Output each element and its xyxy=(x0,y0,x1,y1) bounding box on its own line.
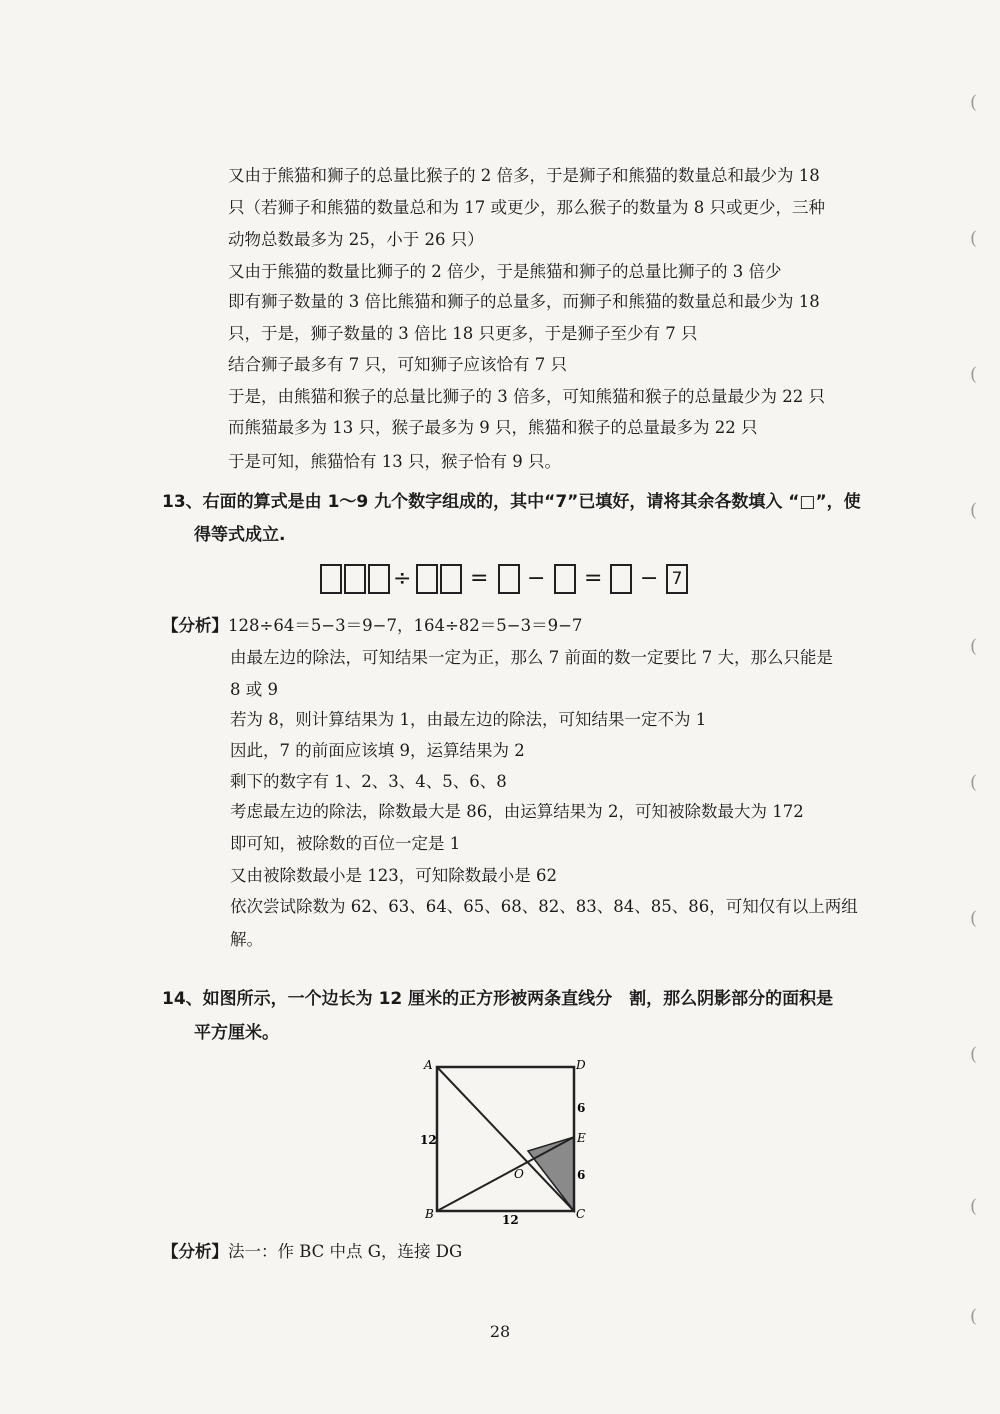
given-seven-box: 7 xyxy=(666,564,688,594)
text-line: 只，于是，狮子数量的 3 倍比 18 只更多，于是狮子至少有 7 只 xyxy=(228,324,698,343)
label-d: D xyxy=(576,1058,586,1072)
diagonal-ac xyxy=(437,1067,574,1211)
label-c: C xyxy=(576,1207,586,1221)
question-13-line-1: 13、右面的算式是由 1～9 九个数字组成的，其中“7”已填好，请将其余各数填入 “□”，使 xyxy=(162,492,861,512)
label-a: A xyxy=(424,1058,433,1072)
text-line: 考虑最左边的除法，除数最大是 86，由运算结果为 2，可知被除数最大为 172 xyxy=(230,802,804,821)
label-side-ab: 12 xyxy=(420,1133,437,1147)
analysis-label: 【分析】 xyxy=(162,616,228,635)
equals-sign: = xyxy=(470,566,489,591)
answer-box[interactable] xyxy=(368,564,390,594)
text-line: 剩下的数字有 1、2、3、4、5、6、8 xyxy=(230,772,507,791)
binding-mark: ( xyxy=(970,364,978,385)
question-13-line-2: 得等式成立. xyxy=(194,525,286,545)
text-line: 而熊猫最多为 13 只，猴子最多为 9 只，熊猫和猴子的总量最多为 22 只 xyxy=(228,418,758,437)
label-e: E xyxy=(577,1131,586,1145)
answer-box[interactable] xyxy=(440,564,462,594)
answer-box[interactable] xyxy=(416,564,438,594)
analysis-14 xyxy=(162,1240,462,1264)
binding-mark: ( xyxy=(970,636,978,657)
analysis-text: 法一：作 BC 中点 G，连接 DG xyxy=(228,1242,463,1261)
square-figure xyxy=(410,1052,600,1232)
label-b: B xyxy=(425,1207,434,1221)
text-line: 结合狮子最多有 7 只，可知狮子应该恰有 7 只 xyxy=(228,355,567,374)
binding-mark: ( xyxy=(970,500,978,521)
binding-mark: ( xyxy=(970,92,978,113)
label-ec: 6 xyxy=(577,1168,586,1182)
answer-box[interactable] xyxy=(320,564,342,594)
analysis-13-first xyxy=(162,614,582,638)
label-de: 6 xyxy=(577,1101,586,1115)
answer-box[interactable] xyxy=(344,564,366,594)
answer-box[interactable] xyxy=(610,564,632,594)
text-line: 又由被除数最小是 123，可知除数最小是 62 xyxy=(230,866,557,885)
binding-mark: ( xyxy=(970,228,978,249)
text-line: 于是可知，熊猫恰有 13 只，猴子恰有 9 只。 xyxy=(228,452,561,471)
text-line: 即可知，被除数的百位一定是 1 xyxy=(230,834,461,853)
minus-sign: − xyxy=(640,566,659,591)
text-line: 若为 8，则计算结果为 1，由最左边的除法，可知结果一定不为 1 xyxy=(230,710,707,729)
question-14-line-2: 平方厘米。 xyxy=(194,1023,279,1043)
text-line: 8 或 9 xyxy=(230,680,278,699)
minus-sign: − xyxy=(527,566,546,591)
binding-mark: ( xyxy=(970,772,978,793)
binding-mark: ( xyxy=(970,908,978,929)
text-line: 解。 xyxy=(230,930,263,949)
divide-sign: ÷ xyxy=(393,566,412,591)
text-line: 只（若狮子和熊猫的数量总和为 17 或更少，那么猴子的数量为 8 只或更少，三种 xyxy=(228,198,825,217)
binding-mark: ( xyxy=(970,1306,978,1327)
text-line: 又由于熊猫的数量比狮子的 2 倍少，于是熊猫和狮子的总量比狮子的 3 倍少 xyxy=(228,262,782,281)
page-number: 28 xyxy=(489,1322,511,1341)
analysis-label: 【分析】 xyxy=(162,1242,228,1261)
text-line: 由最左边的除法，可知结果一定为正，那么 7 前面的数一定要比 7 大，那么只能是 xyxy=(230,648,833,667)
text-line: 动物总数最多为 25，小于 26 只） xyxy=(228,230,484,249)
text-line: 即有狮子数量的 3 倍比熊猫和狮子的总量多，而狮子和熊猫的数量总和最少为 18 xyxy=(228,292,820,311)
text-line: 于是，由熊猫和猴子的总量比狮子的 3 倍多，可知熊猫和猴子的总量最少为 22 只 xyxy=(228,387,825,406)
text-line: 依次尝试除数为 62、63、64、65、68、82、83、84、85、86，可知仅有以上两组 xyxy=(230,897,858,916)
answer-box[interactable] xyxy=(554,564,576,594)
binding-mark: ( xyxy=(970,1044,978,1065)
text-line: 因此，7 的前面应该填 9，运算结果为 2 xyxy=(230,741,525,760)
text-line: 又由于熊猫和狮子的总量比猴子的 2 倍多，于是狮子和熊猫的数量总和最少为 18 xyxy=(228,166,820,185)
question-14-line-1: 14、如图所示，一个边长为 12 厘米的正方形被两条直线分 割，那么阴影部分的面积是 xyxy=(162,989,834,1009)
binding-mark: ( xyxy=(970,1196,978,1217)
analysis-text: 128÷64＝5−3＝9−7，164÷82＝5−3＝9−7 xyxy=(228,616,583,635)
equals-sign: = xyxy=(584,566,603,591)
label-side-bc: 12 xyxy=(502,1213,519,1227)
label-o: O xyxy=(514,1167,524,1181)
answer-box[interactable] xyxy=(498,564,520,594)
shaded-triangle xyxy=(528,1137,574,1211)
